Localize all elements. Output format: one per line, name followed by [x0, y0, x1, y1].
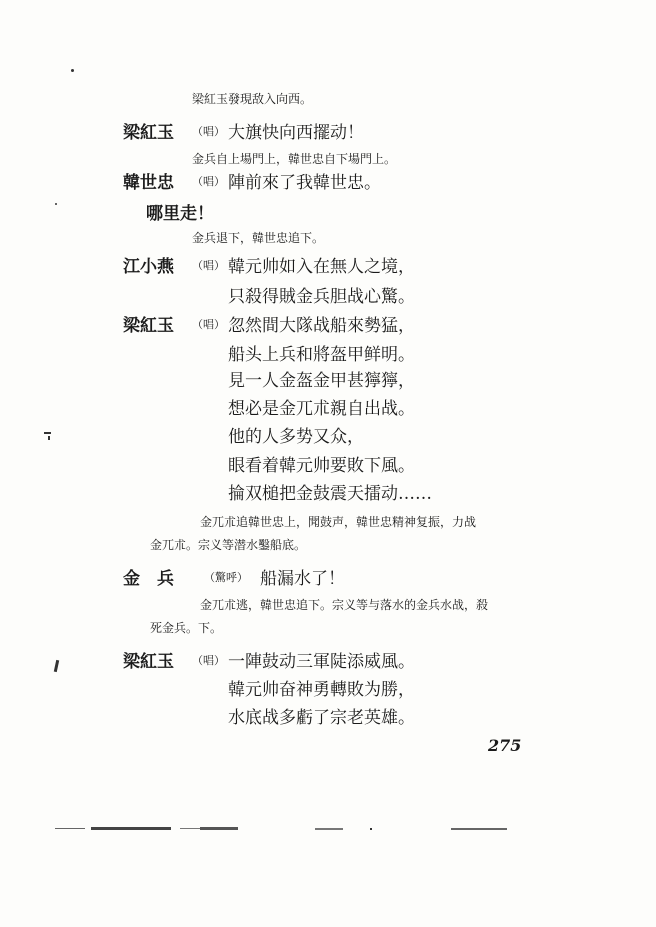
lyric-line: 水底战多虧了宗老英雄。 [228, 708, 415, 728]
lyric-line: 船头上兵和將盔甲鲜明。 [228, 345, 415, 365]
lyric-line: 陣前來了我韓世忠。 [228, 173, 381, 193]
stage-direction: 金兀朮追韓世忠上，聞鼓声，韓世忠精神复振，力战 [200, 515, 477, 529]
performance-mode: （驚呼） [204, 571, 248, 584]
stage-direction: 金兀朮逃，韓世忠追下。宗义等与落水的金兵水战，殺 [200, 598, 489, 612]
speaker-name: 韓世忠 [123, 173, 174, 193]
lyric-line: 韓元帅如入在無人之境， [228, 257, 415, 277]
stage-direction: 金兵自上場門上，韓世忠自下場門上。 [192, 152, 397, 166]
scan-speck [54, 660, 59, 672]
performance-mode: （唱） [192, 175, 225, 188]
scan-speck [71, 69, 74, 72]
performance-mode: （唱） [192, 259, 225, 272]
scan-noise-strip [55, 826, 515, 832]
stage-direction: 死金兵。下。 [150, 621, 223, 635]
lyric-line: 他的人多势又众， [228, 427, 364, 447]
scan-speck [55, 203, 57, 205]
performance-mode: （唱） [192, 654, 225, 667]
stage-direction: 梁紅玉發現敌入向西。 [192, 92, 313, 106]
lyric-line: 韓元帅奋神勇轉敗为勝， [228, 680, 415, 700]
lyric-line: 船漏水了！ [260, 569, 345, 589]
lyric-line: 只殺得賊金兵胆战心驚。 [228, 287, 415, 307]
lyric-line: 想必是金兀朮親自出战。 [228, 399, 415, 419]
speaker-name: 金 兵 [123, 569, 174, 589]
lyric-line: 一陣鼓动三軍陡添威風。 [228, 652, 415, 672]
speaker-name: 江小燕 [123, 257, 174, 277]
lyric-line: 眼看着韓元帅要敗下風。 [228, 456, 415, 476]
speaker-name: 梁紅玉 [123, 123, 174, 143]
lyric-line: 見一人金盔金甲甚獰獰， [228, 371, 415, 391]
speaker-name: 梁紅玉 [123, 652, 174, 672]
lyric-line: 忽然間大隊战船來勢猛， [228, 316, 415, 336]
lyric-line: 掄双槌把金鼓震天擂动…… [228, 484, 432, 504]
performance-mode: （唱） [192, 125, 225, 138]
performance-mode: （唱） [192, 318, 225, 331]
spoken-line: 哪里走！ [146, 204, 214, 224]
speaker-name: 梁紅玉 [123, 316, 174, 336]
stage-direction: 金兵退下，韓世忠追下。 [192, 231, 325, 245]
scan-speck [48, 436, 50, 440]
page-number: 275 [488, 736, 522, 755]
stage-direction: 金兀朮。宗义等潜水鑿船底。 [150, 538, 307, 552]
lyric-line: 大旗快向西擺动！ [228, 123, 364, 143]
scan-speck [44, 432, 51, 434]
